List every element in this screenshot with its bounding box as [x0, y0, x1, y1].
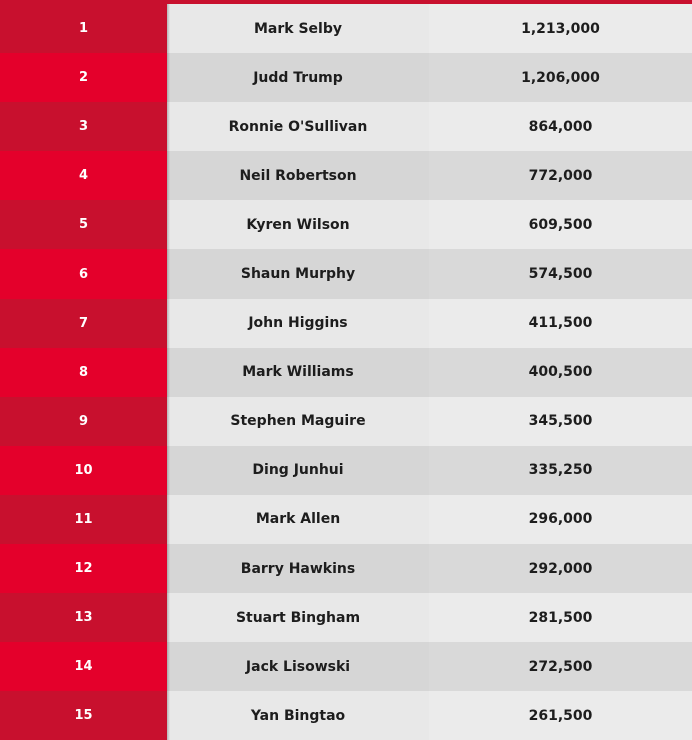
prize-money-cell: 261,500	[429, 691, 692, 740]
table-row	[0, 249, 692, 298]
player-name-cell: Stuart Bingham	[167, 593, 429, 642]
player-name-cell: Ronnie O'Sullivan	[167, 102, 429, 151]
player-name-cell: John Higgins	[167, 299, 429, 348]
prize-money-cell: 574,500	[429, 249, 692, 298]
player-name-cell: Kyren Wilson	[167, 200, 429, 249]
table-row	[0, 642, 692, 691]
table-row	[0, 397, 692, 446]
prize-money-cell: 1,213,000	[429, 4, 692, 53]
prize-money-cell: 272,500	[429, 642, 692, 691]
rank-cell: 15	[0, 691, 167, 740]
rank-cell: 3	[0, 102, 167, 151]
rank-cell: 1	[0, 4, 167, 53]
rank-cell: 12	[0, 544, 167, 593]
table-row	[0, 102, 692, 151]
rank-cell: 13	[0, 593, 167, 642]
rank-cell: 9	[0, 397, 167, 446]
prize-money-cell: 281,500	[429, 593, 692, 642]
player-name-cell: Judd Trump	[167, 53, 429, 102]
rank-cell: 14	[0, 642, 167, 691]
table-row	[0, 495, 692, 544]
table-row	[0, 4, 692, 53]
player-name-cell: Mark Williams	[167, 348, 429, 397]
table-row	[0, 691, 692, 740]
player-name-cell: Ding Junhui	[167, 446, 429, 495]
player-name-cell: Stephen Maguire	[167, 397, 429, 446]
table-row	[0, 200, 692, 249]
player-name-cell: Shaun Murphy	[167, 249, 429, 298]
prize-money-cell: 335,250	[429, 446, 692, 495]
rankings-table	[0, 4, 692, 740]
prize-money-cell: 864,000	[429, 102, 692, 151]
player-name-cell: Yan Bingtao	[167, 691, 429, 740]
prize-money-cell: 772,000	[429, 151, 692, 200]
table-row	[0, 593, 692, 642]
prize-money-cell: 296,000	[429, 495, 692, 544]
table-row	[0, 348, 692, 397]
prize-money-cell: 345,500	[429, 397, 692, 446]
player-name-cell: Mark Selby	[167, 4, 429, 53]
table-row	[0, 151, 692, 200]
rank-cell: 11	[0, 495, 167, 544]
rank-cell: 6	[0, 249, 167, 298]
rank-cell: 7	[0, 299, 167, 348]
rank-cell: 8	[0, 348, 167, 397]
prize-money-cell: 400,500	[429, 348, 692, 397]
player-name-cell: Jack Lisowski	[167, 642, 429, 691]
rank-cell: 5	[0, 200, 167, 249]
player-name-cell: Barry Hawkins	[167, 544, 429, 593]
rank-cell: 2	[0, 53, 167, 102]
table-row	[0, 544, 692, 593]
table-row	[0, 53, 692, 102]
rank-cell: 4	[0, 151, 167, 200]
table-row	[0, 299, 692, 348]
prize-money-cell: 411,500	[429, 299, 692, 348]
player-name-cell: Mark Allen	[167, 495, 429, 544]
table-row	[0, 446, 692, 495]
prize-money-cell: 609,500	[429, 200, 692, 249]
rank-cell: 10	[0, 446, 167, 495]
player-name-cell: Neil Robertson	[167, 151, 429, 200]
prize-money-cell: 1,206,000	[429, 53, 692, 102]
prize-money-cell: 292,000	[429, 544, 692, 593]
